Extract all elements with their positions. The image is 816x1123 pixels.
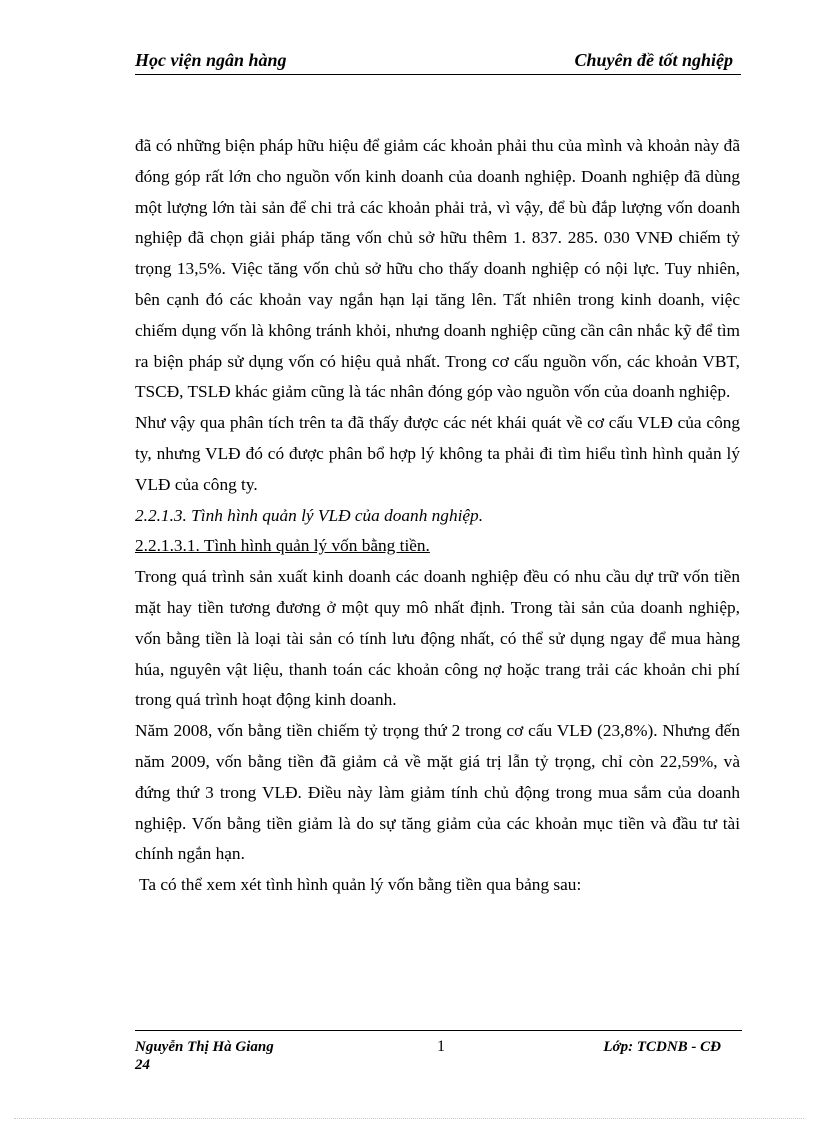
footer-class: Lớp: TCDNB - CĐ	[603, 1039, 721, 1055]
paragraph: Năm 2008, vốn bằng tiền chiếm tỷ trọng thứ 2 trong cơ cấu VLĐ (23,8%). Nhưng đến năm 2009, vốn bằng tiền đã giảm cả về mặt giá trị lẫn tỷ trọng, chỉ còn 22,59%, và đứng thứ 3 trong VLĐ. Điều này làm giảm tính chủ động trong mua sắm của doanh nghiệp. Vốn bằng tiền giảm là do sự tăng giảm của các khoản mục tiền và đầu tư tài chính ngắn hạn.	[135, 721, 740, 864]
paragraph: Trong quá trình sản xuất kinh doanh các doanh nghiệp đều có nhu cầu dự trữ vốn tiền mặt hay tiền tương đương ở một quy mô nhất định. Trong tài sản của doanh nghiệp, vốn bằng tiền là loại tài sản có tính lưu động nhất, có thể sử dụng ngay để mua hàng húa, nguyên vật liệu, thanh toán các khoản công nợ hoặc trang trải các khoản chi phí trong quá trình hoạt động kinh doanh.	[135, 567, 740, 710]
paragraph: Như vậy qua phân tích trên ta đã thấy được các nét khái quát về cơ cấu VLĐ của công ty, nhưng VLĐ đó có được phân bổ hợp lý không ta phải đi tìm hiểu tình hình quản lý VLĐ của công ty.	[135, 413, 740, 494]
header-institution: Học viện ngân hàng	[135, 50, 287, 70]
paragraph: Ta có thể xem xét tình hình quản lý vốn bằng tiền qua bảng sau:	[139, 875, 582, 895]
paragraph: đã có những biện pháp hữu hiệu để giảm các khoản phải thu của mình và khoản này đã đóng góp rất lớn cho nguồn vốn kinh doanh của doanh nghiệp. Doanh nghiệp đã dùng một lượng lớn tài sản để chi trả các khoản phải trả, vì vậy, để bù đắp lượng vốn doanh nghiệp đã chọn giải pháp tăng vốn chủ sở hữu thêm 1. 837. 285. 030 VNĐ chiếm tỷ trọng 13,5%. Việc tăng vốn chủ sở hữu cho thấy doanh nghiệp có nội lực. Tuy nhiên, bên cạnh đó các khoản vay ngắn hạn lại tăng lên. Tất nhiên trong kinh doanh, việc chiếm dụng vốn là không tránh khỏi, nhưng doanh nghiệp cũng cần cân nhắc kỹ để tìm ra biện pháp sử dụng vốn có hiệu quả nhất. Trong cơ cấu nguồn vốn, các khoản VBT, TSCĐ, TSLĐ khác giảm cũng là tác nhân đóng góp vào nguồn vốn của doanh nghiệp.	[135, 136, 740, 402]
section-heading: 2.2.1.3. Tình hình quản lý VLĐ của doanh nghiệp.	[135, 505, 484, 525]
document-body	[135, 131, 740, 901]
footer-number: 24	[135, 1057, 150, 1073]
page-header	[135, 48, 741, 75]
footer-divider	[135, 1030, 742, 1031]
footer-author: Nguyễn Thị Hà Giang	[135, 1039, 274, 1055]
header-document-type: Chuyên đề tốt nghiệp	[574, 50, 733, 70]
page-bottom-dotted-divider	[14, 1118, 804, 1119]
subsection-heading: 2.2.1.3.1. Tình hình quản lý vốn bằng tiền.	[135, 536, 430, 556]
page-number: 1	[437, 1038, 445, 1055]
